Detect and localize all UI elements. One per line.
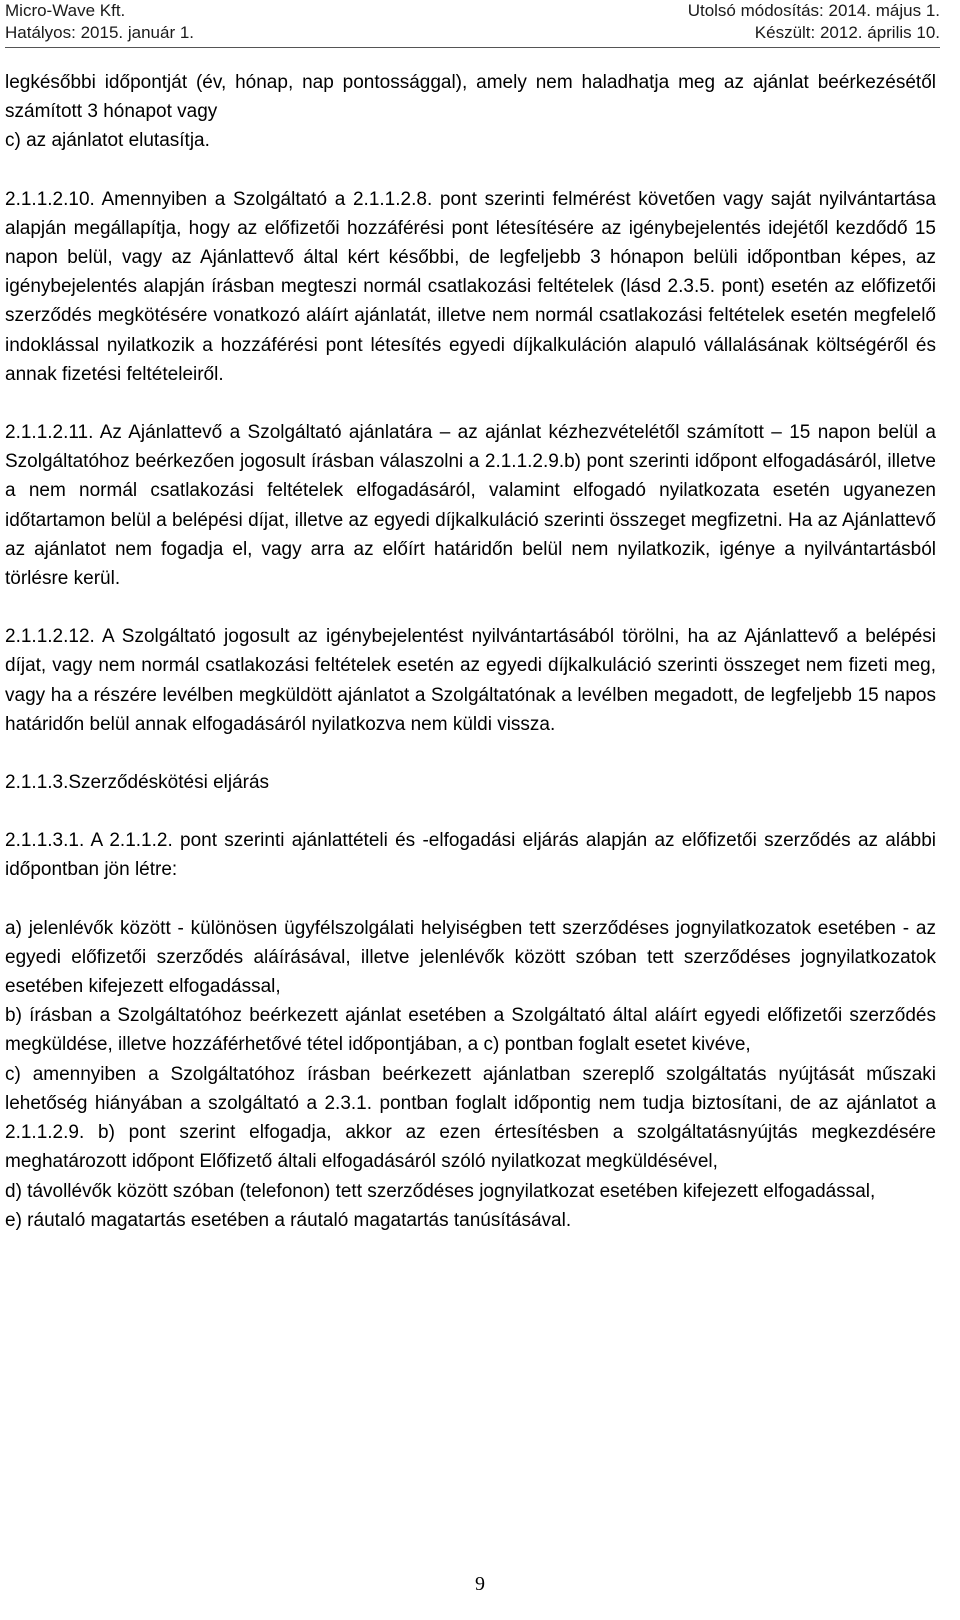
list-item-a: a) jelenlévők között - különösen ügyfélszolgálati helyiségben tett szerződéses jognyilatkozatok esetében - az egyedi előfizetői szerződés aláírásával, illetve jelenlévők között szóban tett szerződéses jognyilatkozatok esetében kifejezett elfogadással, xyxy=(5,917,936,998)
page-header xyxy=(5,0,940,44)
paragraph-continuation: legkésőbbi időpontját (év, hónap, nap pontossággal), amely nem haladhatja meg az ajánlat beérkezésétől számított 3 hónapot vagy xyxy=(5,72,936,123)
header-modified: Utolsó módosítás: 2014. május 1. xyxy=(687,1,940,20)
section-heading-2-1-1-3: 2.1.1.3.Szerződéskötési eljárás xyxy=(5,772,270,794)
list-item-e: e) ráutaló magatartás esetében a ráutaló magatartás tanúsításával. xyxy=(5,1209,572,1231)
list-item-c: c) amennyiben a Szolgáltatóhoz írásban beérkezett ajánlatban szereplő szolgáltatás nyújtását műszaki lehetőség hiányában a szolgáltató a 2.3.1. pontban foglalt időpontig nem tudja biztosítani, de az ajánlatot a 2.1.1.2.9. b) pont szerint elfogadja, akkor az ezen értesítésben a szolgáltatásnyújtás megkezdésére meghatározott időpont Előfizető általi elfogadásáról szóló nyilatkozat megküldésével, xyxy=(5,1063,936,1173)
paragraph-2-1-1-2-10: 2.1.1.2.10. Amennyiben a Szolgáltató a 2.1.1.2.8. pont szerinti felmérést követően vagy saját nyilvántartása alapján megállapítja, hogy az előfizetői hozzáférési pont létesítésére az igénybejelentés idejétől kezdődő 15 napon belül, vagy az Ajánlattevő által kért későbbi, de legfeljebb 3 hónapon belüli időpontban képes, az igénybejelentés alapján írásban megteszi normál csatlakozási feltételek (lásd 2.3.5. pont) esetén az előfizetői szerződés megkötésére vonatkozó aláírt ajánlatát, illetve nem normál csatlakozási feltételek esetén megfelelő indoklással nyilatkozik a hozzáférési pont létesítés egyedi díjkalkuláción alapuló vállalásának költségéről és annak fizetési feltételeiről. xyxy=(5,188,936,385)
document-body xyxy=(5,68,936,1235)
page-number: 9 xyxy=(475,1573,485,1595)
header-divider xyxy=(5,47,940,48)
paragraph-2-1-1-2-12: 2.1.1.2.12. A Szolgáltató jogosult az igénybejelentést nyilvántartásából törölni, ha az Ajánlattevő a belépési díjat, vagy nem normál csatlakozási feltételek esetén az egyedi díjkalkuláció szerinti összeget nem fizeti meg, vagy ha a részére levélben megküldött ajánlatot a Szolgáltatónak a levélben megadott, de legfeljebb 15 napos határidőn belül annak elfogadásáról nyilatkozva nem küldi vissza. xyxy=(5,626,936,735)
paragraph-2-1-1-2-11: 2.1.1.2.11. Az Ajánlattevő a Szolgáltató ajánlatára – az ajánlat kézhezvételétől számított – 15 napon belül a Szolgáltatóhoz beérkezően jogosult írásban válaszolni a 2.1.1.2.9.b) pont szerinti időpont elfogadásáról, illetve a nem normál csatlakozási feltételek elfogadásáról, valamint elfogadó nyilatkozata esetén ugyanezen időtartamon belül a belépési díjat, illetve az egyedi díjkalkuláció szerinti összeget megfizetni. Ha az Ajánlattevő az ajánlatot nem fogadja el, vagy arra az előírt határidőn belül nem nyilatkozik, igénye a nyilvántartásból törlésre kerül. xyxy=(5,422,936,590)
list-item-d: d) távollévők között szóban (telefonon) tett szerződéses jognyilatkozat esetében kifejezett elfogadással, xyxy=(5,1180,876,1202)
list-item-b: b) írásban a Szolgáltatóhoz beérkezett ajánlat esetében a Szolgáltató által aláírt egyedi előfizetői szerződés megküldése, illetve hozzáférhetővé tétel időpontjában, a c) pontban foglalt esetet kivéve, xyxy=(5,1005,936,1056)
header-effective: Hatályos: 2015. január 1. xyxy=(5,23,195,42)
header-company: Micro-Wave Kft. xyxy=(5,1,126,20)
paragraph-option-c: c) az ajánlatot elutasítja. xyxy=(5,130,210,152)
paragraph-2-1-1-3-1: 2.1.1.3.1. A 2.1.1.2. pont szerinti ajánlattételi és -elfogadási eljárás alapján az előfizetői szerződés az alábbi időpontban jön létre: xyxy=(5,830,936,881)
header-created: Készült: 2012. április 10. xyxy=(754,23,940,42)
